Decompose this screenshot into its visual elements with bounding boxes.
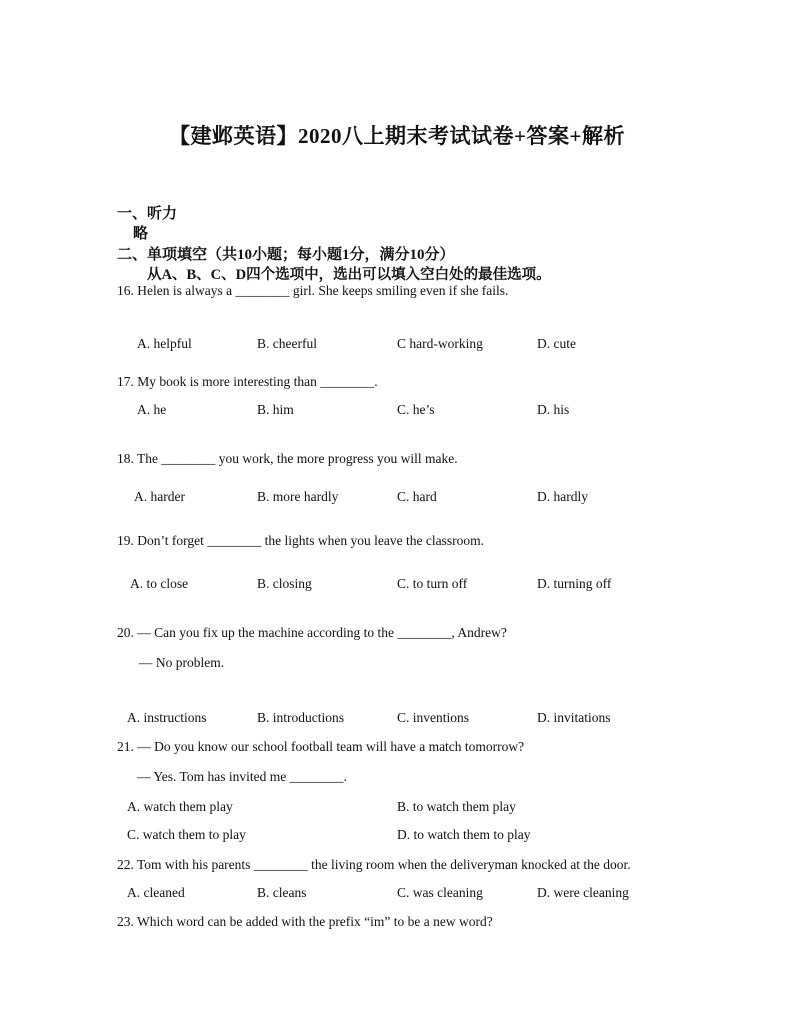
question-22-option-b: B. cleans [257, 885, 307, 900]
question-19-option-b: B. closing [257, 576, 312, 591]
question-21-option-d: D. to watch them to play [397, 827, 531, 842]
question-20-stem: 20. — Can you fix up the machine according to the ________, Andrew? [117, 625, 507, 640]
question-21-option-b: B. to watch them play [397, 799, 516, 814]
question-17-option-b: B. him [257, 402, 294, 417]
question-23-stem: 23. Which word can be added with the prefix “im” to be a new word? [117, 914, 493, 929]
question-21-option-c: C. watch them to play [127, 827, 246, 842]
question-22-option-a: A. cleaned [127, 885, 185, 900]
question-18-option-c: C. hard [397, 489, 437, 504]
section-heading-single-choice: 二、单项填空（共10小题；每小题1分，满分10分） [117, 247, 455, 263]
question-17-option-a: A. he [137, 402, 167, 417]
question-20-option-b: B. introductions [257, 710, 344, 725]
question-20-option-a: A. instructions [127, 710, 207, 725]
section-instruction: 从A、B、C、D四个选项中，选出可以填入空白处的最佳选项。 [147, 267, 551, 283]
question-17-stem: 17. My book is more interesting than ________. [117, 374, 378, 389]
question-22-stem: 22. Tom with his parents ________ the living room when the deliveryman knocked at the door. [117, 857, 631, 872]
question-18-stem: 18. The ________ you work, the more progress you will make. [117, 451, 458, 466]
question-20-option-c: C. inventions [397, 710, 470, 725]
question-18-option-d: D. hardly [537, 489, 588, 504]
question-17-option-d: D. his [537, 402, 570, 417]
question-20-reply: — No problem. [139, 655, 225, 670]
question-22-option-d: D. were cleaning [537, 885, 629, 900]
question-20-option-d: D. invitations [537, 710, 611, 725]
question-18-option-b: B. more hardly [257, 489, 339, 504]
section-note: 略 [133, 226, 149, 242]
question-16-option-a: A. helpful [137, 336, 192, 351]
question-21-reply: — Yes. Tom has invited me ________. [137, 769, 347, 784]
question-19-option-a: A. to close [130, 576, 189, 591]
question-21-option-a: A. watch them play [127, 799, 233, 814]
question-21-stem: 21. — Do you know our school football team will have a match tomorrow? [117, 739, 525, 754]
question-16-stem: 16. Helen is always a ________ girl. She keeps smiling even if she fails. [117, 283, 509, 298]
section-heading-listening: 一、听力 [117, 206, 178, 222]
question-17-option-c: C. he’s [397, 402, 435, 417]
question-18-option-a: A. harder [134, 489, 185, 504]
page-title: 【建邺英语】2020八上期末考试试卷+答案+解析 [169, 124, 625, 148]
question-19-option-c: C. to turn off [397, 576, 468, 591]
question-16-option-b: B. cheerful [257, 336, 317, 351]
question-19-option-d: D. turning off [537, 576, 612, 591]
question-16-option-c: C hard-working [397, 336, 483, 351]
question-19-stem: 19. Don’t forget ________ the lights when you leave the classroom. [117, 533, 484, 548]
question-22-option-c: C. was cleaning [397, 885, 483, 900]
question-16-option-d: D. cute [537, 336, 576, 351]
